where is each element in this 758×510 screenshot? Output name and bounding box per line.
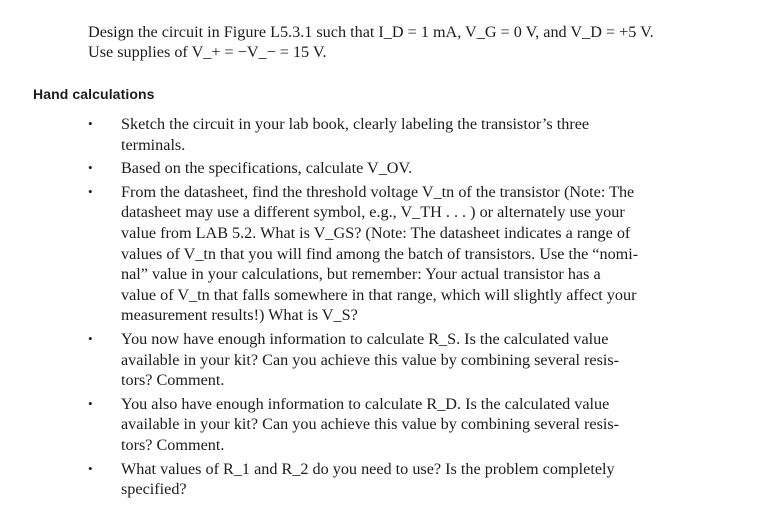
- intro-line: Design the circuit in Figure L5.3.1 such that I_D = 1 mA, V_G = 0 V, and V_D = +5 V.: [88, 23, 654, 41]
- bullet-item: [88, 329, 728, 391]
- bullet-line: What values of R_1 and R_2 do you need to use? Is the problem completely: [121, 459, 615, 478]
- bullet-line: measurement results!) What is V_S?: [121, 306, 358, 325]
- bullet-line: available in your kit? Can you achieve this value by combining several resis-: [121, 415, 620, 434]
- bullet-dot-icon: •: [88, 395, 93, 411]
- bullet-line: available in your kit? Can you achieve this value by combining several resis-: [121, 350, 620, 369]
- bullet-line: nal” value in your calculations, but remember: Your actual transistor has a: [121, 265, 601, 284]
- bullet-text: [121, 158, 728, 179]
- bullet-item: [88, 182, 728, 326]
- bullet-item: [88, 459, 728, 500]
- bullet-line: specified?: [121, 480, 187, 499]
- bullet-line: value of V_tn that falls somewhere in that range, which will slightly affect your: [121, 285, 637, 304]
- bullet-text: [121, 114, 728, 155]
- bullet-line: You also have enough information to calculate R_D. Is the calculated value: [121, 394, 610, 413]
- bullet-item: [88, 114, 728, 155]
- bullet-line: From the datasheet, find the threshold voltage V_tn of the transistor (Note: The: [121, 182, 635, 201]
- bullet-line: value from LAB 5.2. What is V_GS? (Note: The datasheet indicates a range of: [121, 223, 631, 242]
- bullet-dot-icon: •: [88, 116, 93, 131]
- intro-paragraph: [88, 22, 728, 62]
- section-heading: Hand calculations: [33, 86, 155, 102]
- bullet-dot-icon: •: [88, 160, 93, 176]
- bullet-line: datasheet may use a different symbol, e.g., V_TH . . . ) or alternately use your: [121, 203, 625, 222]
- bullet-line: Based on the specifications, calculate V_OV.: [121, 159, 413, 178]
- bullet-line: tors? Comment.: [121, 371, 225, 390]
- intro-line: Use supplies of V_+ = −V_− = 15 V.: [88, 43, 327, 61]
- bullet-list: [88, 114, 728, 503]
- bullet-text: [121, 329, 728, 391]
- bullet-dot-icon: •: [88, 330, 93, 346]
- bullet-line: tors? Comment.: [121, 435, 225, 454]
- bullet-line: values of V_tn that you will find among the batch of transistors. Use the “nomi-: [121, 244, 639, 263]
- bullet-item: [88, 394, 728, 456]
- bullet-dot-icon: •: [88, 183, 93, 199]
- bullet-line: You now have enough information to calculate R_S. Is the calculated value: [121, 329, 609, 348]
- bullet-item: [88, 158, 728, 179]
- bullet-text: [121, 459, 728, 500]
- bullet-dot-icon: •: [88, 460, 93, 476]
- bullet-line: Sketch the circuit in your lab book, clearly labeling the transistor’s three: [121, 115, 590, 133]
- bullet-text: [121, 182, 728, 326]
- bullet-line: terminals.: [121, 135, 186, 154]
- bullet-text: [121, 394, 728, 456]
